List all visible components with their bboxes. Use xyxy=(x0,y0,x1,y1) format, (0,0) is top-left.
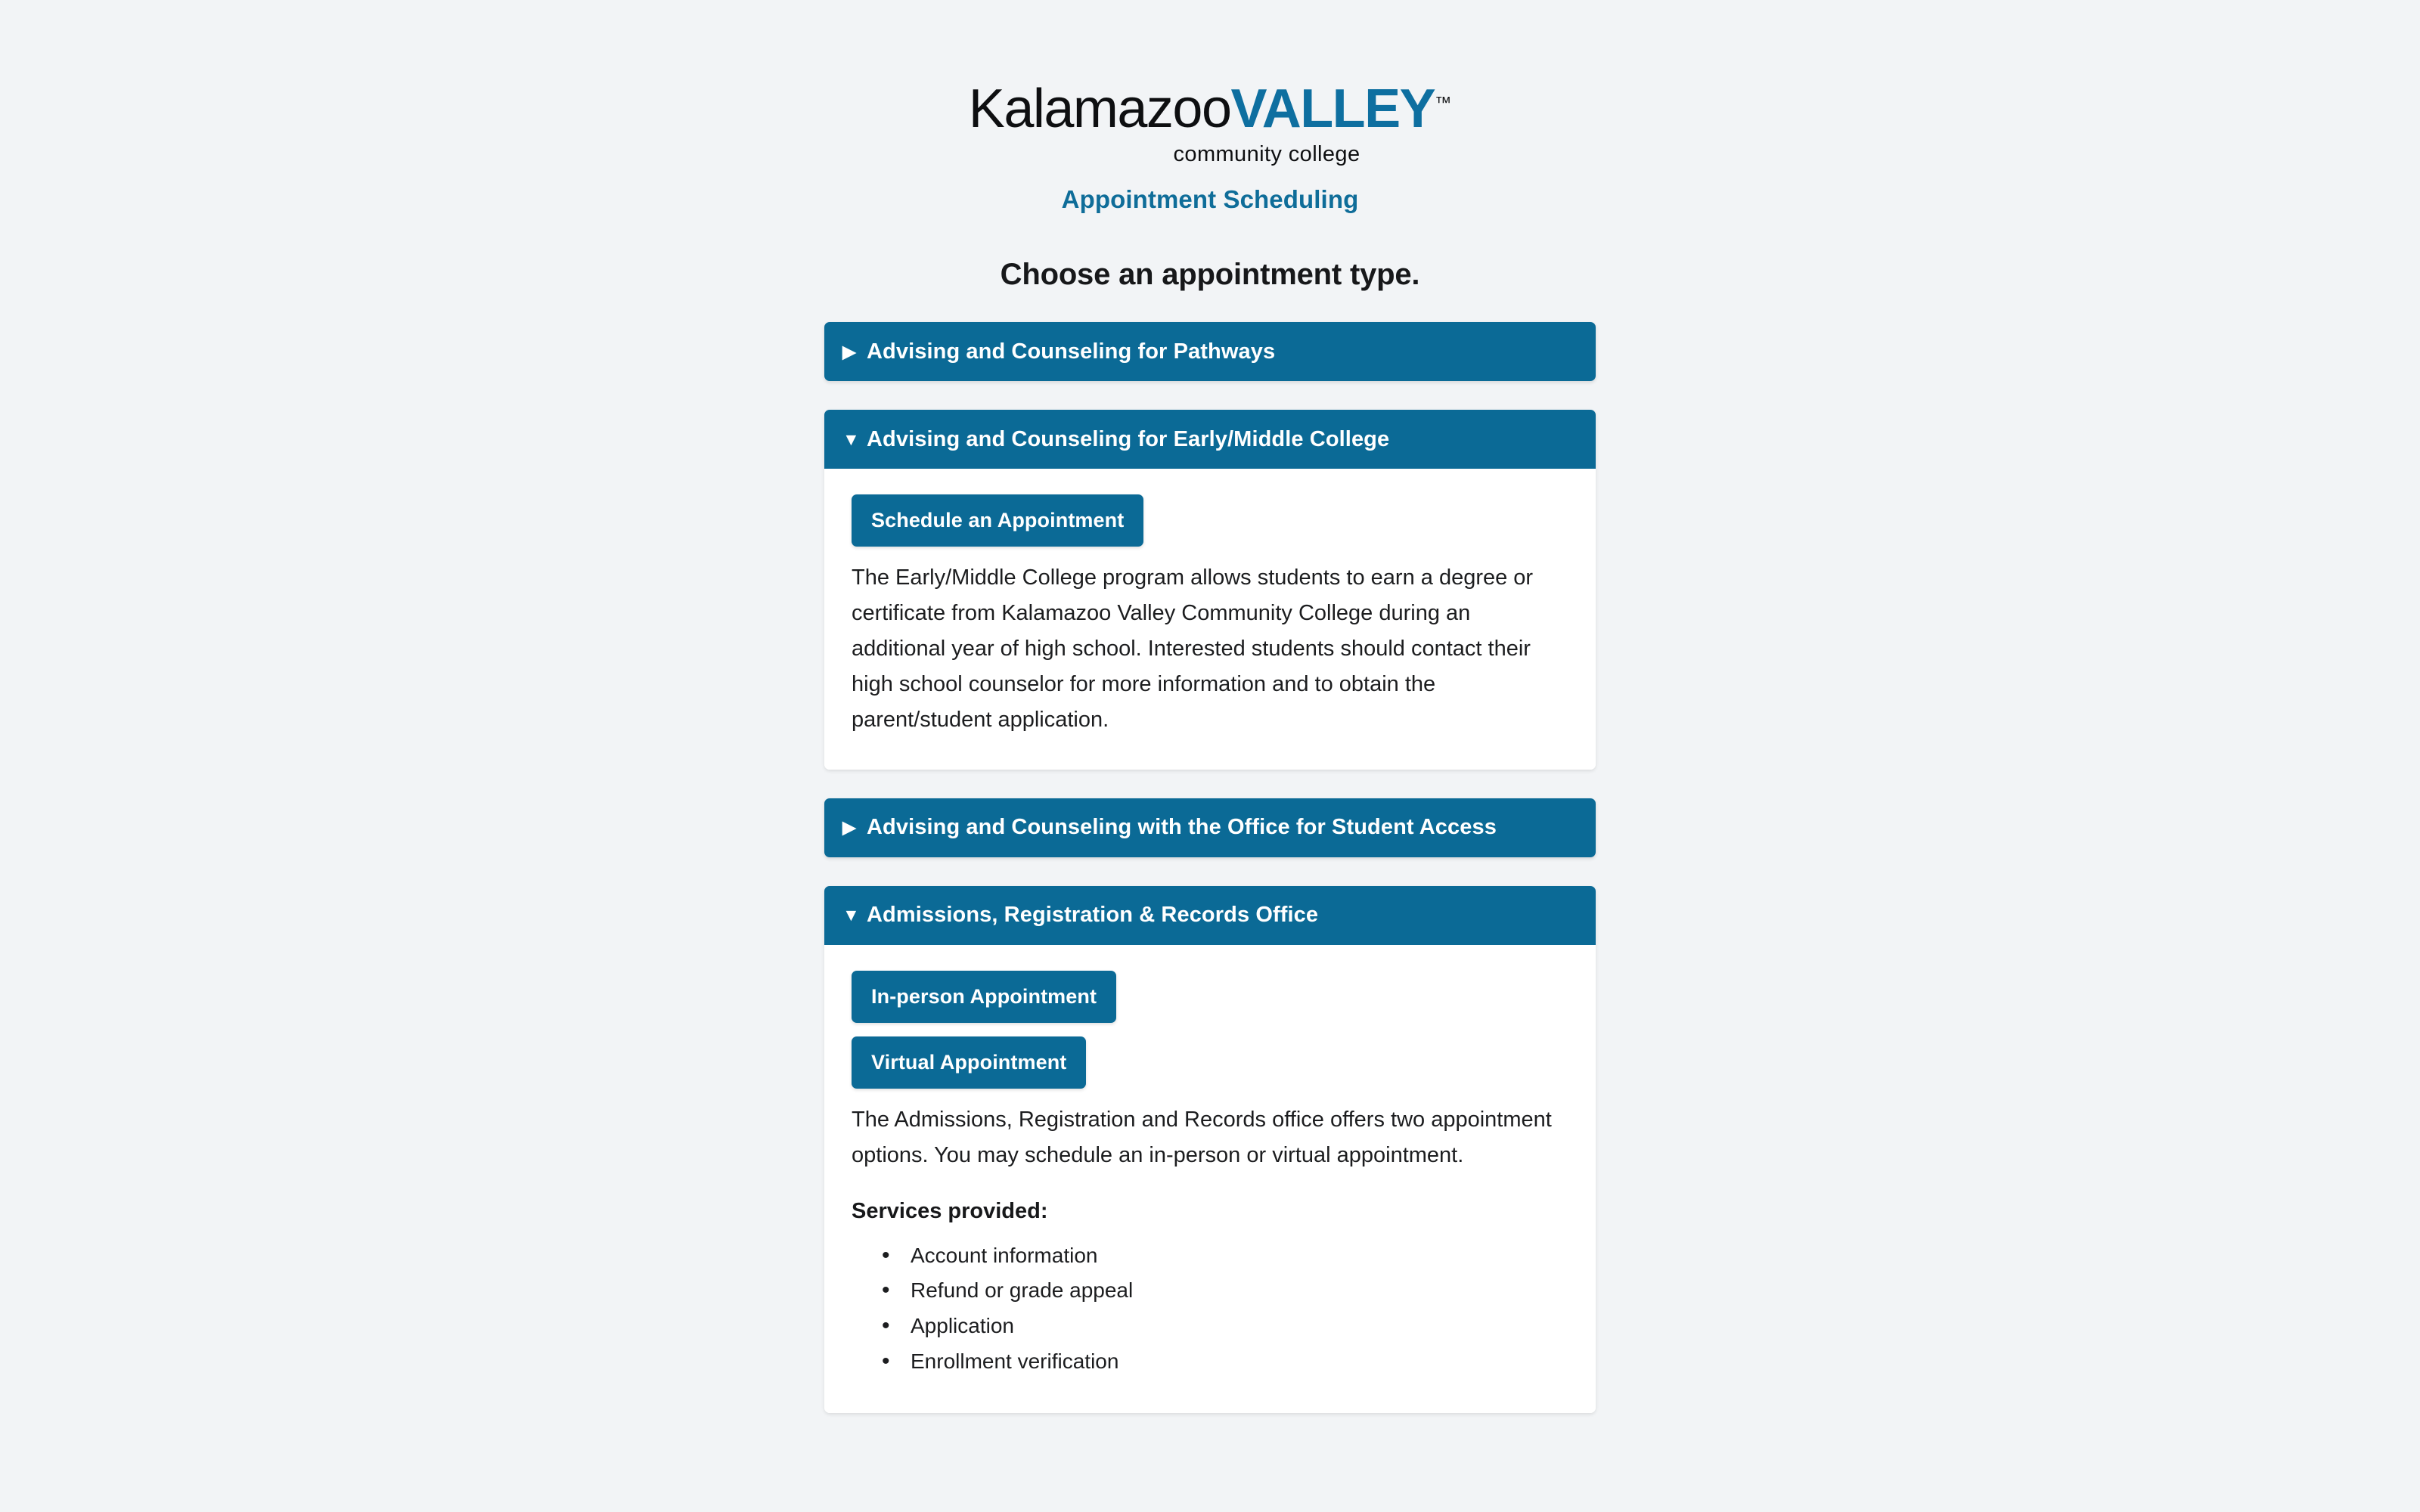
list-item: • Enrollment verification xyxy=(882,1346,1568,1377)
chevron-down-icon: ▼ xyxy=(842,905,860,925)
trademark-icon: ™ xyxy=(1435,93,1452,112)
accordion-header-pathways[interactable] xyxy=(824,322,1596,381)
schedule-an-appointment-button[interactable]: Schedule an Appointment xyxy=(852,494,1143,547)
button-group-early-middle-college xyxy=(852,494,1568,547)
app-title-link[interactable]: Appointment Scheduling xyxy=(1061,185,1359,213)
accordion-header-office-for-student-access[interactable] xyxy=(824,798,1596,857)
accordion-header-early-middle-college[interactable] xyxy=(824,410,1596,469)
accordion-description-admissions: The Admissions, Registration and Records office offers two appointment options. You may schedule an in-person or virtual appointment. xyxy=(852,1107,1552,1167)
list-item: • Application xyxy=(882,1311,1568,1342)
list-item: • Account information xyxy=(882,1241,1568,1272)
button-group-admissions xyxy=(852,971,1568,1089)
accordion-item-admissions-registration-records xyxy=(824,886,1596,1413)
services-provided-label: Services provided: xyxy=(852,1198,1048,1223)
accordion-panel-early-middle-college xyxy=(824,469,1596,770)
services-provided-list xyxy=(852,1241,1568,1377)
kalamazoo-valley-logo xyxy=(968,79,1452,166)
virtual-appointment-button[interactable]: Virtual Appointment xyxy=(852,1036,1086,1089)
chevron-right-icon: ▶ xyxy=(842,817,856,838)
accordion-item-office-for-student-access xyxy=(824,798,1596,857)
accordion-title-pathways: Advising and Counseling for Pathways xyxy=(867,339,1276,364)
logo-word-valley: VALLEY xyxy=(1230,79,1435,139)
accordion-item-early-middle-college xyxy=(824,410,1596,770)
chevron-right-icon: ▶ xyxy=(842,341,856,361)
logo-word-kalamazoo: Kalamazoo xyxy=(968,79,1231,139)
accordion-description-early-middle-college: The Early/Middle College program allows students to earn a degree or certificate from Kalamazoo Valley Community College during an additional year of high school. Interested students should contact their high school counselor for more information and to obtain the parent/student application. xyxy=(852,565,1534,732)
logo-wordmark xyxy=(968,79,1452,139)
appointment-type-accordion xyxy=(824,292,1596,1413)
accordion-title-early-middle-college: Advising and Counseling for Early/Middle College xyxy=(867,426,1390,451)
accordion-title-office-for-student-access: Advising and Counseling with the Office for Student Access xyxy=(867,815,1497,840)
page-heading: Choose an appointment type. xyxy=(1000,258,1420,291)
accordion-item-pathways xyxy=(824,322,1596,381)
accordion-panel-admissions-registration-records xyxy=(824,945,1596,1413)
accordion-title-admissions-registration-records: Admissions, Registration & Records Office xyxy=(867,903,1319,928)
chevron-down-icon: ▼ xyxy=(842,429,860,449)
in-person-appointment-button[interactable]: In-person Appointment xyxy=(852,971,1116,1023)
accordion-header-admissions-registration-records[interactable] xyxy=(824,886,1596,945)
list-item: • Refund or grade appeal xyxy=(882,1275,1568,1306)
logo-subtitle: community college xyxy=(1173,142,1360,166)
site-header xyxy=(0,0,2420,214)
